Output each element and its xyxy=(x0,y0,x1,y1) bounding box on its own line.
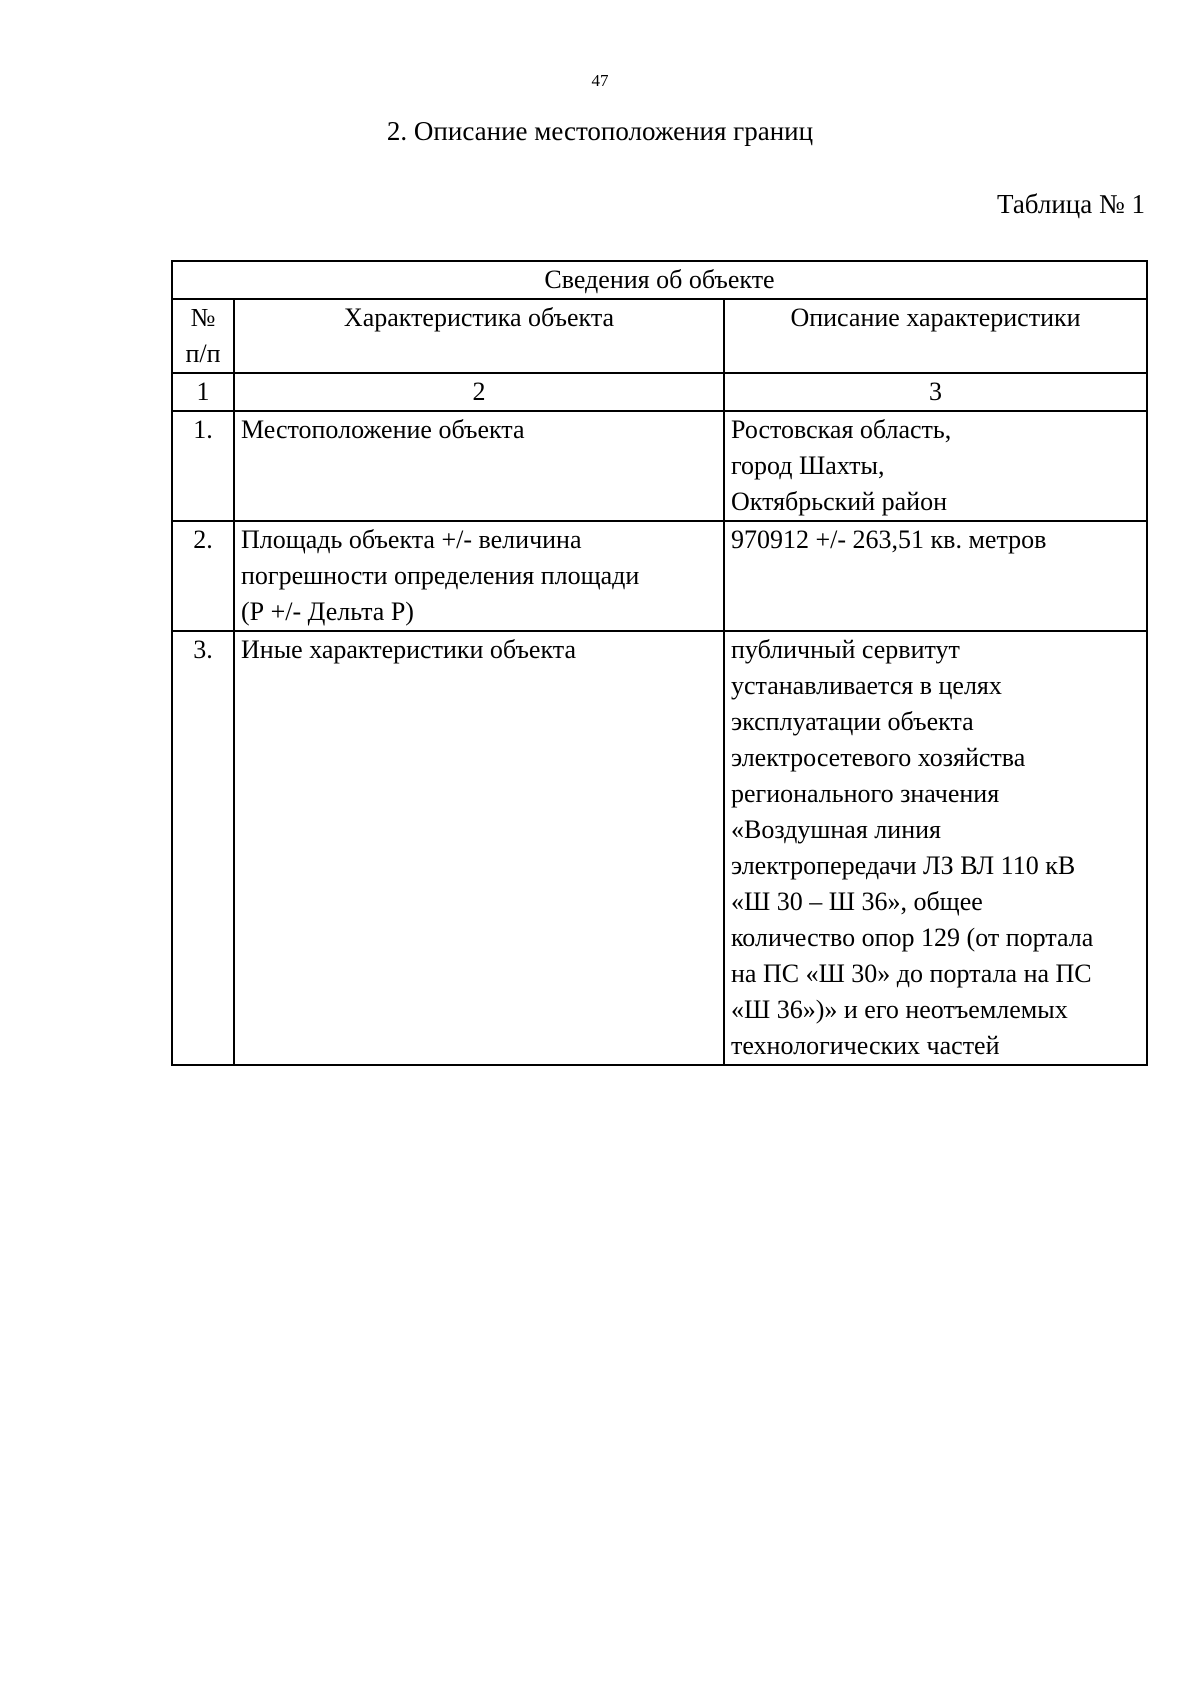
row-description-line: «Ш 30 – Ш 36», общее xyxy=(731,887,983,916)
table-row xyxy=(172,521,1147,631)
header-description: Описание характеристики xyxy=(724,299,1147,373)
table-caption: Таблица № 1 xyxy=(997,189,1145,219)
row-description-line: технологических частей xyxy=(731,1031,1000,1060)
header-characteristic: Характеристика объекта xyxy=(234,299,724,373)
row-number: 1. xyxy=(172,411,234,521)
row-description-line: 970912 +/- 263,51 кв. метров xyxy=(731,525,1047,554)
row-description xyxy=(724,411,1147,521)
row-characteristic xyxy=(234,521,724,631)
row-characteristic-line: погрешности определения площади xyxy=(241,561,640,590)
row-characteristic xyxy=(234,631,724,1065)
table-header-row xyxy=(172,299,1147,373)
table-title-row xyxy=(172,261,1147,299)
row-description xyxy=(724,631,1147,1065)
row-characteristic-line: Местоположение объекта xyxy=(241,415,525,444)
row-description-line: эксплуатации объекта xyxy=(731,707,974,736)
row-description-line: Ростовская область, xyxy=(731,415,952,444)
row-description xyxy=(724,521,1147,631)
table-row xyxy=(172,411,1147,521)
row-characteristic-line: (Р +/- Дельта Р) xyxy=(241,597,414,626)
row-description-line: город Шахты, xyxy=(731,451,885,480)
column-number-1: 1 xyxy=(172,373,234,411)
row-number: 3. xyxy=(172,631,234,1065)
row-description-line: публичный сервитут xyxy=(731,635,960,664)
table-row xyxy=(172,631,1147,1065)
row-description-line: количество опор 129 (от портала xyxy=(731,923,1094,952)
header-num-line2: п/п xyxy=(185,339,221,368)
header-num xyxy=(172,299,234,373)
row-description-line: устанавливается в целях xyxy=(731,671,1002,700)
row-description-line: на ПС «Ш 30» до портала на ПС xyxy=(731,959,1092,988)
page-number: 47 xyxy=(591,71,609,90)
row-characteristic-line: Иные характеристики объекта xyxy=(241,635,576,664)
row-description-line: «Ш 36»)» и его неотъемлемых xyxy=(731,995,1068,1024)
row-description-line: Октябрьский район xyxy=(731,487,947,516)
object-info-table xyxy=(171,260,1148,1066)
row-description-line: «Воздушная линия xyxy=(731,815,941,844)
row-characteristic-line: Площадь объекта +/- величина xyxy=(241,525,582,554)
column-number-3: 3 xyxy=(724,373,1147,411)
row-description-line: электросетевого хозяйства xyxy=(731,743,1026,772)
row-number: 2. xyxy=(172,521,234,631)
column-number-2: 2 xyxy=(234,373,724,411)
row-characteristic xyxy=(234,411,724,521)
row-description-line: электропередачи ЛЗ ВЛ 110 кВ xyxy=(731,851,1076,880)
header-num-line1: № xyxy=(190,303,216,332)
column-number-row xyxy=(172,373,1147,411)
row-description-line: регионального значения xyxy=(731,779,1000,808)
section-title: 2. Описание местоположения границ xyxy=(386,116,814,146)
table-title: Сведения об объекте xyxy=(172,261,1147,299)
